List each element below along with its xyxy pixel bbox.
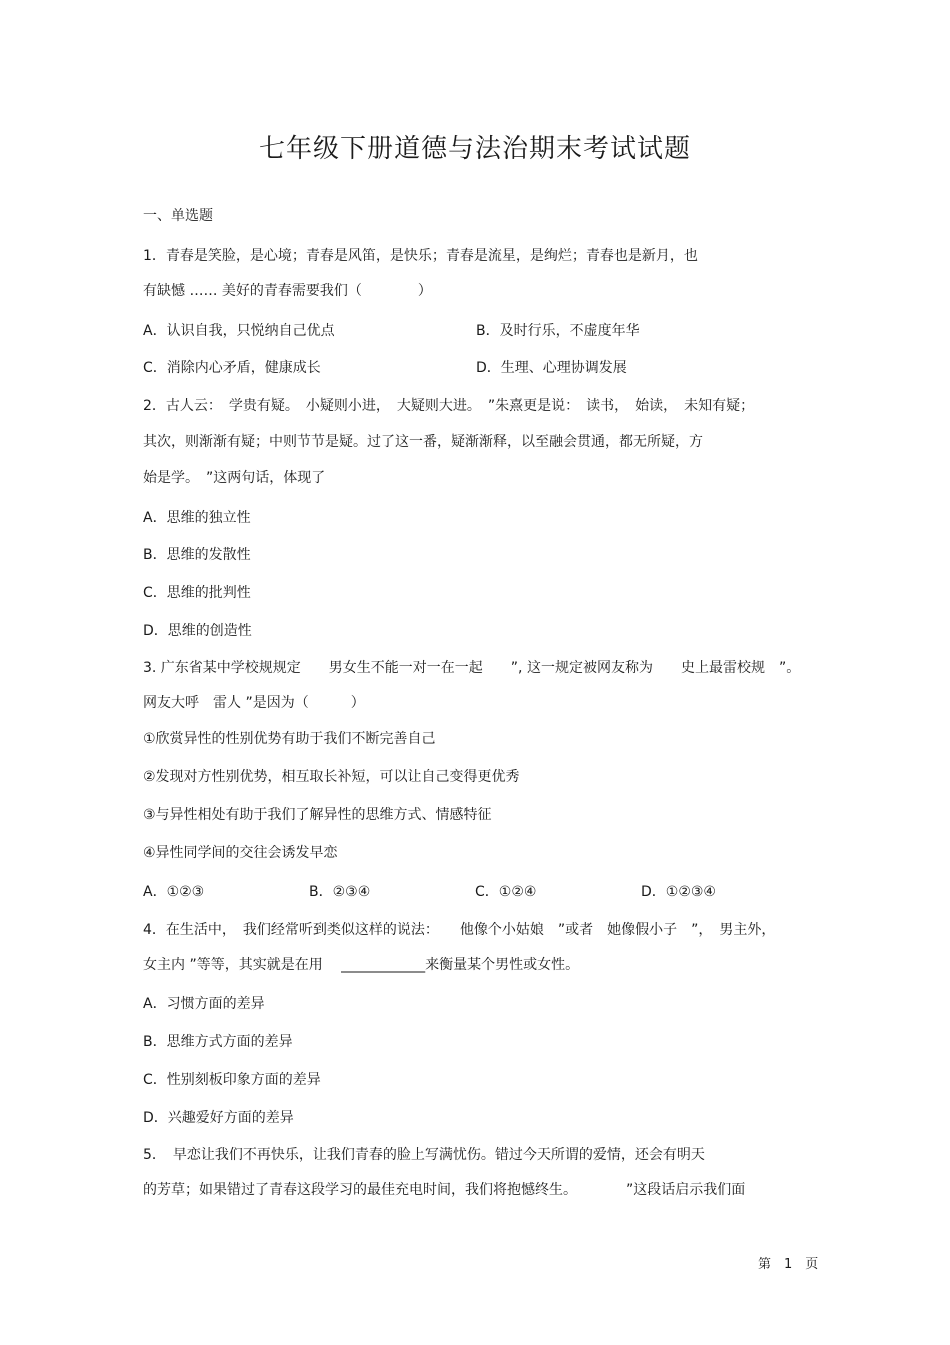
- question-1-option-b: B．及时行乐，不虚度年华: [476, 323, 640, 339]
- question-4-option-c: C．性别刻板印象方面的差异: [143, 1072, 321, 1088]
- question-2-option-c: C．思维的批判性: [143, 585, 251, 601]
- question-3-line-2: 网友大呼 雷人 ”是因为（ ）: [143, 695, 365, 711]
- question-1-line-2: 有缺憾 …… 美好的青春需要我们（ ）: [143, 283, 432, 299]
- question-3-item-4: ④异性同学间的交往会诱发早恋: [143, 845, 338, 861]
- question-2-option-d: D．思维的创造性: [143, 623, 252, 639]
- question-3-item-1: ①欣赏异性的性别优势有助于我们不断完善自己: [143, 731, 436, 747]
- question-4-option-d: D．兴趣爱好方面的差异: [143, 1110, 294, 1126]
- question-2-option-b: B．思维的发散性: [143, 547, 251, 563]
- question-4-option-b: B．思维方式方面的差异: [143, 1034, 293, 1050]
- question-1-option-a: A．认识自我，只悦纳自己优点: [143, 323, 335, 339]
- question-5-line-2: 的芳草；如果错过了青春这段学习的最佳充电时间，我们将抱憾终生。 ”这段话启示我们面: [143, 1182, 746, 1198]
- question-3-line-1: 3. 广东省某中学校规规定 男女生不能一对一在一起 ”, 这一规定被网友称为 史上最雷校规 ”。: [143, 660, 801, 676]
- question-2-line-3: 始是学。 ”这两句话，体现了: [143, 470, 326, 486]
- question-3-item-3: ③与异性相处有助于我们了解异性的思维方式、情感特征: [143, 807, 492, 823]
- question-1-option-c: C．消除内心矛盾，健康成长: [143, 360, 321, 376]
- question-1-line-1: 1．青春是笑脸，是心境；青春是风笛，是快乐；青春是流星，是绚烂；青春也是新月，也: [143, 248, 698, 264]
- question-3-option-d: D．①②③④: [641, 884, 716, 900]
- question-3-option-c: C．①②④: [475, 884, 537, 900]
- question-5-line-1: 5． 早恋让我们不再快乐，让我们青春的脸上写满忧伤。错过今天所谓的爱情，还会有明天: [143, 1147, 705, 1163]
- question-4-line-2: 女主内 ”等等，其实就是在用 ____________来衡量某个男性或女性。: [143, 957, 580, 973]
- question-3-option-a: A．①②③: [143, 884, 205, 900]
- question-1-option-d: D．生理、心理协调发展: [476, 360, 627, 376]
- section-heading: 一、单选题: [143, 208, 213, 224]
- question-2-line-2: 其次，则渐渐有疑；中则节节是疑。过了这一番，疑渐渐释，以至融会贯通，都无所疑，方: [143, 434, 703, 450]
- page-title: 七年级下册道德与法治期末考试试题: [258, 134, 691, 164]
- question-3-option-b: B．②③④: [309, 884, 371, 900]
- question-4-line-1: 4．在生活中， 我们经常听到类似这样的说法： 他像个小姑娘 ”或者 她像假小子 ”， 男主外，: [143, 922, 776, 938]
- question-2-line-1: 2．古人云： 学贵有疑。 小疑则小进， 大疑则大进。 ”朱熹更是说： 读书， 始读， 未知有疑；: [143, 398, 755, 414]
- question-3-item-2: ②发现对方性别优势，相互取长补短，可以让自己变得更优秀: [143, 769, 520, 785]
- question-4-option-a: A．习惯方面的差异: [143, 996, 265, 1012]
- question-2-option-a: A．思维的独立性: [143, 510, 251, 526]
- page-number: 第 1 页: [758, 1257, 819, 1272]
